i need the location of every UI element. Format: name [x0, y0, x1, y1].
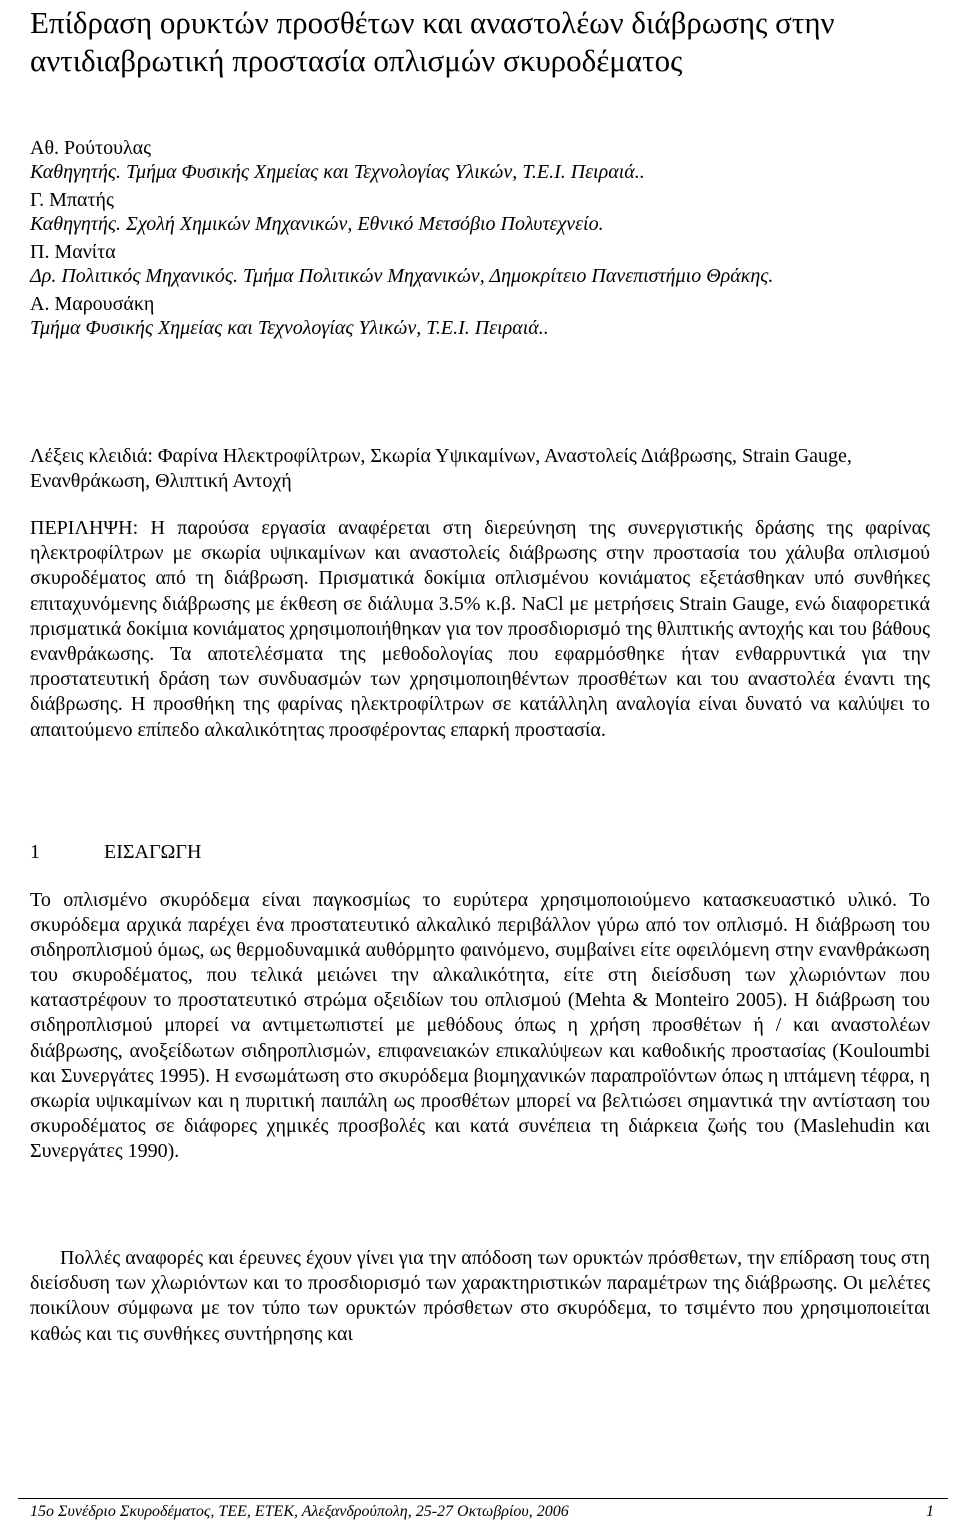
section-heading — [30, 840, 201, 865]
author-affiliation: Δρ. Πολιτικός Μηχανικός. Τμήμα Πολιτικών Μηχανικών, Δημοκρίτειο Πανεπιστήμιο Θράκης. — [30, 265, 774, 287]
author-name: Π. Μανίτα — [30, 241, 116, 263]
abstract: ΠΕΡΙΛΗΨΗ: Η παρούσα εργασία αναφέρεται στη διερεύνηση της συνεργιστικής δράσης της φαρίνας ηλεκτροφίλτρων με σκωρία υψικαμίνων και αναστολείς διάβρωσης στην προστασία του χάλυβα οπλισμού σκυροδέματος από τη διάβρωση. Πρισματικά δοκίμια οπλισμένου κονιάματος εξετάσθηκαν υπό συνθήκες επιταχυνόμενης διάβρωσης με έκθεση σε διάλυμα 3.5% κ.β. NaCl με μετρήσεις Strain Gauge, ενώ διαφορετικά πρισματικά δοκίμια κονιάματος χρησιμοποιήθηκαν για τον προσδιορισμό της θλιπτικής αντοχής και του βάθους ενανθράκωσης. Τα αποτελέσματα της μεθοδολογίας που εφαρμόσθηκε ήταν ενθαρρυντικά για την προστατευτική δράση των συνδυασμών των χρησιμοποιηθέντων προσθέτων και του αναστολέα έναντι της διάβρωσης. Η προσθήκη της φαρίνας ηλεκτροφίλτρων σε κατάλληλη αναλογία είναι δυνατό να καλύψει το απαιτούμενο επίπεδο αλκαλικότητας προσφέροντας επαρκή προστασία. — [30, 517, 930, 741]
author-block — [30, 188, 930, 236]
paper-title: Επίδραση ορυκτών προσθέτων και αναστολέων διάβρωσης στην αντιδιαβρωτική προστασία οπλισμών σκυροδέματος — [30, 5, 835, 78]
author-block — [30, 136, 930, 184]
author-affiliation: Τμήμα Φυσικής Χημείας και Τεχνολογίας Υλικών, Τ.Ε.Ι. Πειραιά.. — [30, 317, 549, 339]
footer-conference: 15ο Συνέδριο Σκυροδέματος, ΤΕΕ, ΕΤΕΚ, Αλεξανδρούπολη, 25-27 Οκτωβρίου, 2006 — [30, 1503, 569, 1520]
author-name: Γ. Μπατής — [30, 189, 114, 211]
footer-divider — [18, 1498, 948, 1499]
author-block — [30, 240, 930, 288]
page-number: 1 — [926, 1503, 934, 1520]
author-name: Αθ. Ρούτουλας — [30, 137, 152, 159]
body-paragraph: Πολλές αναφορές και έρευνες έχουν γίνει για την απόδοση των ορυκτών πρόσθετων, την επίδραση τους στη διείσδυση των χλωριόντων και το προσδιορισμό των χαρακτηριστικών παραμέτρων της διάβρωσης. Οι μελέτες ποικίλουν σύμφωνα με τον τύπο των ορυκτών πρόσθετων στο σκυρόδεμα, το τσιμέντο που χρησιμοποιείται καθώς και τις συνθήκες συντήρησης και — [30, 1247, 930, 1345]
author-affiliation: Καθηγητής. Σχολή Χημικών Μηχανικών, Εθνικό Μετσόβιο Πολυτεχνείο. — [30, 213, 604, 235]
section-number: 1 — [30, 841, 40, 863]
author-list — [30, 136, 930, 340]
author-affiliation: Καθηγητής. Τμήμα Φυσικής Χημείας και Τεχνολογίας Υλικών, Τ.Ε.Ι. Πειραιά.. — [30, 161, 645, 183]
keywords: Λέξεις κλειδιά: Φαρίνα Ηλεκτροφίλτρων, Σκωρία Υψικαμίνων, Αναστολείς Διάβρωσης, Strain Gauge, Ενανθράκωση, Θλιπτική Αντοχή — [30, 445, 852, 492]
section-title: ΕΙΣΑΓΩΓΗ — [104, 841, 202, 863]
author-block — [30, 292, 930, 340]
author-name: Α. Μαρουσάκη — [30, 293, 155, 315]
body-paragraph: Το οπλισμένο σκυρόδεμα είναι παγκοσμίως το ευρύτερα χρησιμοποιούμενο κατασκευαστικό υλικό. Το σκυρόδεμα αρχικά παρέχει ένα προστατευτικό αλκαλικό περιβάλλον γύρω από τον οπλισμό. Η διάβρωση του σιδηροπλισμού όμως, ως θερμοδυναμικά αυθόρμητο φαινόμενο, συμβαίνει είτε οφειλόμενη στην ενανθράκωση του σκυροδέματος, που τελικά μειώνει την αλκαλικότητα, είτε στη διείσδυση των χλωριόντων που καταστρέφουν το προστατευτικό στρώμα οξειδίων του οπλισμού (Mehta & Monteiro 2005). Η διάβρωση του σιδηροπλισμού μπορεί να αντιμετωπιστεί με μεθόδους όπως η χρήση προσθέτων ή / και αναστολέων διάβρωσης, ανοξείδωτων σιδηροπλισμών, επιφανειακών επικαλύψεων και καθοδικής προστασίας (Kouloumbi και Συνεργάτες 1995). Η ενσωμάτωση στο σκυρόδεμα βιομηχανικών παραπροϊόντων όπως η ιπτάμενη τέφρα, η σκωρία υψικαμίνων και η πυριτική παιπάλη ως προσθέτων μπορεί να βελτιώσει σημαντικά την αντίσταση του σκυροδέματος σε διάφορες χημικές προσβολές και κατά συνέπεια τη διάρκεια ζωής του (Maslehudin και Συνεργάτες 1990). — [30, 889, 930, 1162]
